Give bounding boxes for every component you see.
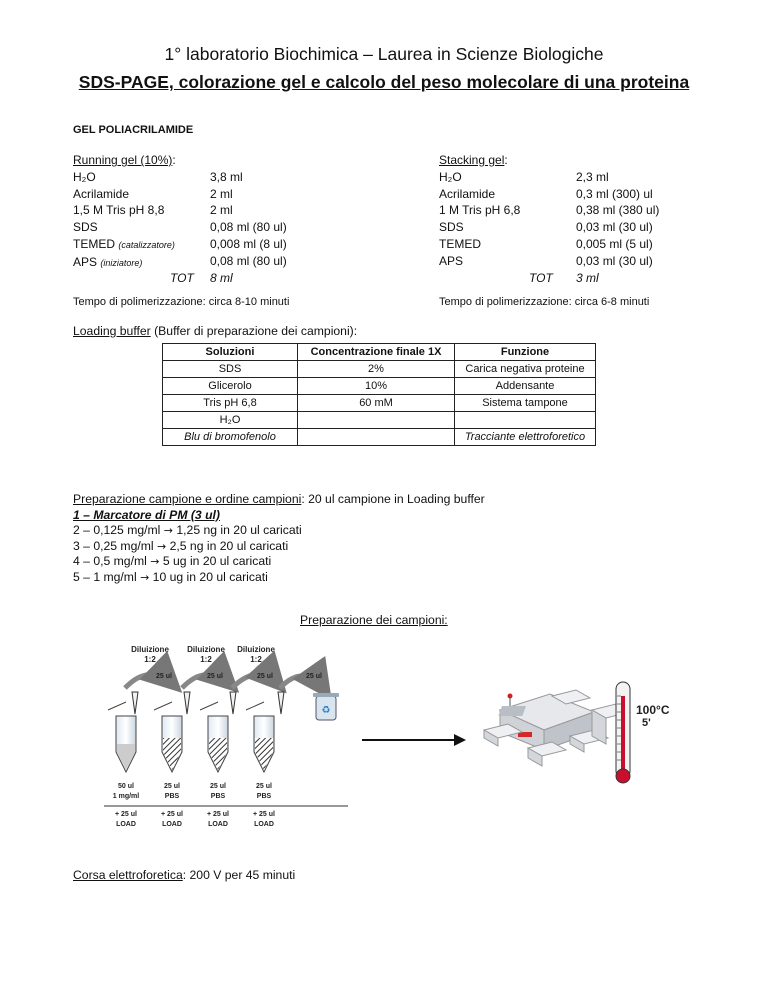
svg-text:25 ul: 25 ul xyxy=(256,783,272,790)
sample-amount: 5 ug in 20 ul caricati xyxy=(159,554,272,569)
reagent-value: 2 ml xyxy=(210,186,233,201)
svg-text:PBS: PBS xyxy=(164,793,180,800)
svg-text:25 ul: 25 ul xyxy=(210,783,226,790)
reagent-row xyxy=(73,186,176,203)
table-header-cell: Funzione xyxy=(455,344,596,361)
tube-1 xyxy=(108,702,136,772)
reagent-name: APS xyxy=(73,254,98,269)
table-row xyxy=(163,378,596,395)
table-cell: SDS xyxy=(163,361,298,378)
arrow-icon: → xyxy=(157,539,167,553)
time-label: 5' xyxy=(642,717,651,729)
reagent-value: 0,005 ml (5 ul) xyxy=(576,236,653,251)
tube-3 xyxy=(200,702,228,772)
table-cell: Addensante xyxy=(455,378,596,395)
sample-concentration: 3 – 0,25 mg/ml xyxy=(73,538,157,553)
preparation-title-suffix: : 20 ul campione in Loading buffer xyxy=(301,492,485,506)
table-cell: Blu di bromofenolo xyxy=(163,429,298,446)
reagent-name: Acrilamide xyxy=(439,186,496,201)
svg-text:+ 25 ul: + 25 ul xyxy=(161,811,183,818)
run-conditions xyxy=(73,868,295,882)
stacking-time-note: Tempo di polimerizzazione: circa 6-8 minuti xyxy=(439,296,650,308)
table-row xyxy=(163,361,596,378)
marker-item: 1 – Marcatore di PM (3 ul) xyxy=(73,507,220,522)
reagent-value: 0,3 ml (300) ul xyxy=(576,186,653,201)
reagent-name: SDS xyxy=(73,220,98,235)
svg-text:LOAD: LOAD xyxy=(162,821,182,828)
reagent-value: 0,08 ml (80 ul) xyxy=(210,220,287,235)
sample-preparation-figure xyxy=(80,640,720,840)
sample-concentration: 4 – 0,5 mg/ml xyxy=(73,554,151,569)
running-gel-block: Running gel (10%): H₂O Acrilamide 1,5 M Tris pH 8,8 SDS TEMED (catalizzatore) APS (iniziatore) xyxy=(73,152,176,272)
reagent-name: TEMED xyxy=(439,236,481,251)
svg-text:25 ul: 25 ul xyxy=(156,673,172,680)
section-heading-gel: GEL POLIACRILAMIDE xyxy=(73,124,194,136)
table-cell: 2% xyxy=(298,361,455,378)
run-value: : 200 V per 45 minuti xyxy=(182,868,296,882)
svg-text:♻: ♻ xyxy=(321,705,331,716)
reagent-value: 0,008 ml (8 ul) xyxy=(210,236,287,251)
reagent-name: H₂O xyxy=(439,169,462,184)
reagent-name: 1,5 M Tris pH 8,8 xyxy=(73,203,165,218)
svg-text:1:2: 1:2 xyxy=(200,655,212,664)
document-subtitle: SDS-PAGE, colorazione gel e calcolo del peso molecolare di una proteina xyxy=(78,72,690,92)
table-cell: Glicerolo xyxy=(163,378,298,395)
svg-text:1:2: 1:2 xyxy=(250,655,262,664)
reagent-row xyxy=(73,254,176,272)
svg-text:1:2: 1:2 xyxy=(144,655,156,664)
table-cell: 10% xyxy=(298,378,455,395)
stacking-tot-label: TOT xyxy=(529,270,553,285)
table-row xyxy=(163,412,596,429)
reagent-name: APS xyxy=(439,253,464,268)
reagent-value: 3,8 ml xyxy=(210,169,243,184)
reagent-value: 0,03 ml (30 ul) xyxy=(576,253,653,268)
tube-labels xyxy=(113,783,272,800)
running-tot-label: TOT xyxy=(170,270,194,285)
reagent-value: 2 ml xyxy=(210,203,233,218)
loading-buffer-title: Loading buffer xyxy=(73,324,151,338)
svg-text:1 mg/ml: 1 mg/ml xyxy=(112,793,140,800)
table-cell: Carica negativa proteine xyxy=(455,361,596,378)
svg-text:Diluizione: Diluizione xyxy=(131,645,169,654)
table-cell xyxy=(298,412,455,429)
document-title: 1° laboratorio Biochimica – Laurea in Scienze Biologiche xyxy=(164,44,604,64)
reagent-row xyxy=(73,169,176,186)
arrow-icon: → xyxy=(140,570,150,584)
svg-text:Diluizione: Diluizione xyxy=(237,645,275,654)
table-header-cell: Concentrazione finale 1X xyxy=(298,344,455,361)
eppendorf-tubes xyxy=(108,702,274,772)
reagent-note: (catalizzatore) xyxy=(118,239,175,250)
figure-caption: Preparazione dei campioni: xyxy=(300,613,448,627)
reagent-note: (iniziatore) xyxy=(100,257,143,268)
reagent-row xyxy=(73,219,176,236)
svg-text:+ 25 ul: + 25 ul xyxy=(115,811,137,818)
sample-item xyxy=(73,523,485,539)
loading-buffer-subtitle: (Buffer di preparazione dei campioni): xyxy=(150,324,358,338)
sample-concentration: 5 – 1 mg/ml xyxy=(73,569,141,584)
table-cell: Sistema tampone xyxy=(455,395,596,412)
run-title: Corsa elettroforetica xyxy=(73,868,183,882)
reagent-name: TEMED xyxy=(73,236,115,251)
sample-amount: 1,25 ng in 20 ul caricati xyxy=(173,523,302,538)
sample-concentration: 2 – 0,125 mg/ml xyxy=(73,523,164,538)
load-labels xyxy=(115,811,275,828)
reagent-name: SDS xyxy=(439,220,464,235)
process-arrow xyxy=(362,734,466,746)
running-gel-values xyxy=(210,169,287,270)
running-tot-value: 8 ml xyxy=(210,270,233,285)
reagent-value: 0,38 ml (380 ul) xyxy=(576,203,660,218)
reagent-row xyxy=(73,236,176,254)
tube-2 xyxy=(154,702,182,772)
sample-amount: 10 ug in 20 ul caricati xyxy=(149,569,268,584)
reagent-name: 1 M Tris pH 6,8 xyxy=(439,203,521,218)
table-header-cell: Soluzioni xyxy=(163,344,298,361)
stacking-gel-block: Stacking gel: H₂O Acrilamide 1 M Tris pH 6,8 SDS TEMED APS xyxy=(439,153,521,268)
svg-text:25 ul: 25 ul xyxy=(207,673,223,680)
temperature-label: 100°C xyxy=(636,703,670,717)
table-cell xyxy=(298,429,455,446)
sample-item xyxy=(73,539,485,555)
sample-item xyxy=(73,554,485,570)
table-cell: Tris pH 6,8 xyxy=(163,395,298,412)
svg-text:+ 25 ul: + 25 ul xyxy=(253,811,275,818)
arrow-icon: → xyxy=(150,555,160,569)
table-row xyxy=(163,395,596,412)
svg-text:50 ul: 50 ul xyxy=(118,783,134,790)
svg-text:PBS: PBS xyxy=(256,793,272,800)
reagent-name: Acrilamide xyxy=(73,186,130,201)
table-row xyxy=(163,429,596,446)
trash-bin-icon xyxy=(313,693,339,720)
svg-text:LOAD: LOAD xyxy=(254,821,274,828)
loading-buffer-heading xyxy=(73,324,357,338)
reagent-row xyxy=(73,202,176,219)
sample-item xyxy=(73,570,485,586)
stacking-gel-values xyxy=(576,169,659,270)
table-cell: 60 mM xyxy=(298,395,455,412)
table-cell xyxy=(455,412,596,429)
arrow-icon: → xyxy=(163,524,173,538)
sample-amount: 2,5 ng in 20 ul caricati xyxy=(166,538,289,553)
tube-4 xyxy=(246,702,274,772)
svg-text:+ 25 ul: + 25 ul xyxy=(207,811,229,818)
running-time-note: Tempo di polimerizzazione: circa 8-10 minuti xyxy=(73,296,290,308)
table-cell: H₂O xyxy=(163,412,298,429)
running-gel-title: Running gel (10%) xyxy=(73,153,173,167)
reagent-name: H₂O xyxy=(73,169,96,184)
loading-buffer-table xyxy=(162,343,596,446)
reagent-value: 0,08 ml (80 ul) xyxy=(210,253,287,268)
svg-text:25 ul: 25 ul xyxy=(164,783,180,790)
svg-text:PBS: PBS xyxy=(210,793,226,800)
heating-block-icon xyxy=(484,690,630,766)
svg-text:Diluizione: Diluizione xyxy=(187,645,225,654)
svg-text:25 ul: 25 ul xyxy=(257,673,273,680)
dilution-labels xyxy=(131,645,275,664)
preparation-title: Preparazione campione e ordine campioni xyxy=(73,492,302,506)
reagent-value: 2,3 ml xyxy=(576,169,609,184)
table-header-row xyxy=(163,344,596,361)
svg-text:25 ul: 25 ul xyxy=(306,673,322,680)
thermometer-icon xyxy=(616,682,630,783)
svg-text:LOAD: LOAD xyxy=(208,821,228,828)
preparation-block xyxy=(73,492,485,586)
svg-text:LOAD: LOAD xyxy=(116,821,136,828)
reagent-value: 0,03 ml (30 ul) xyxy=(576,220,653,235)
table-cell: Tracciante elettroforetico xyxy=(455,429,596,446)
stacking-tot-value: 3 ml xyxy=(576,270,599,285)
stacking-gel-title: Stacking gel xyxy=(439,153,505,167)
